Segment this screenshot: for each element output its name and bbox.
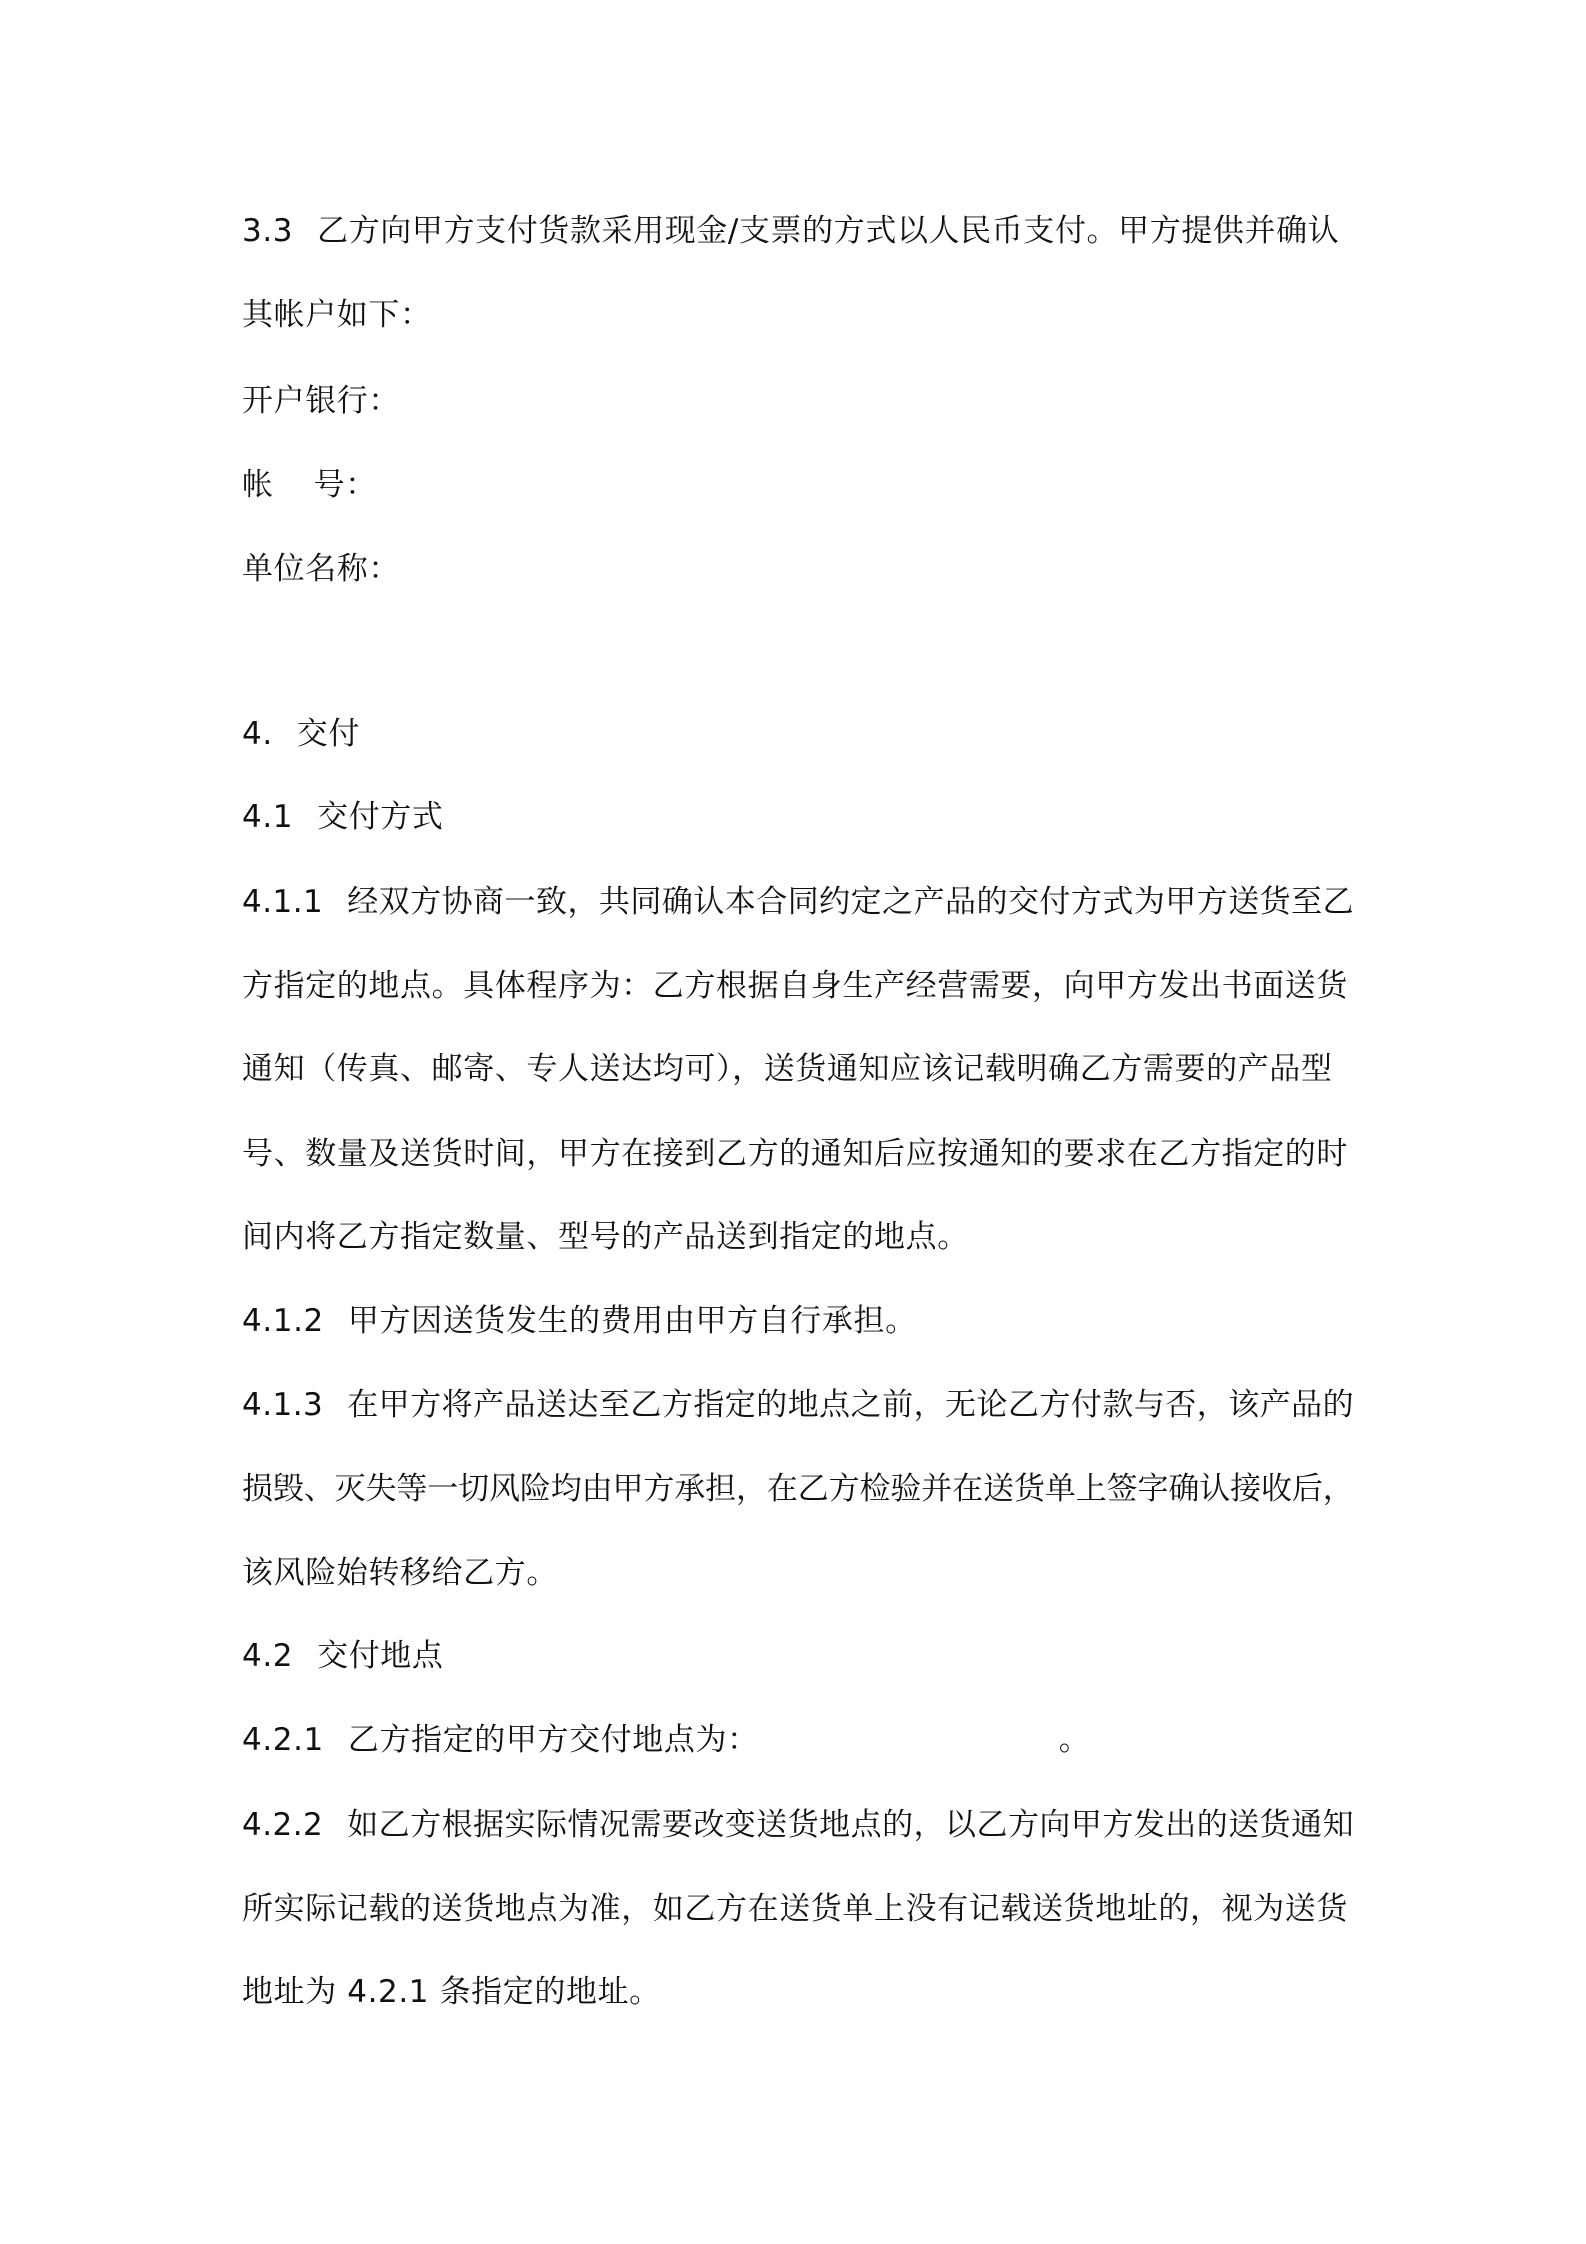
clause-4-1-1-line-4 bbox=[242, 1134, 1348, 1174]
unit-name-field bbox=[242, 549, 400, 589]
clause-text: 通知（传真、邮寄、专人送达均可），送货通知应该记载明确乙方需要的产品型 bbox=[242, 1051, 1333, 1087]
section-number: 4. bbox=[242, 716, 273, 752]
account-number-field bbox=[242, 465, 377, 505]
section-number: 4.1 bbox=[242, 799, 294, 835]
section-4-1-heading bbox=[242, 797, 444, 837]
clause-text: 损毁、灭失等一切风险均由甲方承担，在乙方检验并在送货单上签字确认接收后， bbox=[242, 1471, 1354, 1507]
section-title: 交付 bbox=[296, 716, 360, 752]
clause-text: 所实际记载的送货地点为准，如乙方在送货单上没有记载送货地址的，视为送货 bbox=[242, 1891, 1348, 1927]
clause-4-2-2-line-3 bbox=[242, 1972, 661, 2012]
clause-4-1-3-line-3 bbox=[242, 1553, 558, 1593]
account-number-label-b: 号： bbox=[313, 467, 377, 503]
clause-text: 如乙方根据实际情况需要改变送货地点的，以乙方向甲方发出的送货通知 bbox=[347, 1807, 1355, 1843]
clause-4-1-3-line-2 bbox=[242, 1469, 1354, 1509]
clause-number: 4.2.2 bbox=[242, 1807, 324, 1843]
clause-text: 甲方因送货发生的费用由甲方自行承担。 bbox=[347, 1303, 917, 1339]
clause-4-2-2-line-2 bbox=[242, 1889, 1348, 1929]
bank-label: 开户银行： bbox=[242, 383, 400, 419]
section-number: 4.2 bbox=[242, 1638, 294, 1674]
clause-text: 经双方协商一致，共同确认本合同约定之产品的交付方式为甲方送货至乙 bbox=[347, 884, 1355, 920]
clause-text: 其帐户如下： bbox=[242, 297, 432, 333]
clause-text: 间内将乙方指定数量、型号的产品送到指定的地点。 bbox=[242, 1219, 969, 1255]
account-number-label-a: 帐 bbox=[242, 467, 274, 503]
clause-text: 地址为 4.2.1 条指定的地址。 bbox=[242, 1974, 661, 2010]
section-4-heading bbox=[242, 714, 360, 754]
clause-number: 4.2.1 bbox=[242, 1722, 324, 1758]
clause-text: 该风险始转移给乙方。 bbox=[242, 1555, 558, 1591]
clause-end-punctuation: 。 bbox=[1058, 1722, 1091, 1758]
clause-4-1-1-line-2 bbox=[242, 966, 1348, 1006]
section-title: 交付方式 bbox=[317, 799, 444, 835]
clause-text: 号、数量及送货时间，甲方在接到乙方的通知后应按通知的要求在乙方指定的时 bbox=[242, 1136, 1348, 1172]
clause-4-1-1-line-5 bbox=[242, 1217, 969, 1257]
clause-number: 4.1.3 bbox=[242, 1387, 324, 1423]
section-title: 交付地点 bbox=[317, 1638, 444, 1674]
clause-number: 4.1.2 bbox=[242, 1303, 324, 1339]
clause-text: 方指定的地点。具体程序为：乙方根据自身生产经营需要，向甲方发出书面送货 bbox=[242, 968, 1348, 1004]
clause-4-1-1-line-3 bbox=[242, 1049, 1333, 1089]
clause-4-1-3-line-1 bbox=[242, 1385, 1354, 1425]
clause-number: 4.1.1 bbox=[242, 884, 324, 920]
clause-text: 乙方指定的甲方交付地点为： bbox=[347, 1722, 759, 1758]
bank-field bbox=[242, 381, 400, 421]
clause-text: 乙方向甲方支付货款采用现金/支票的方式以人民币支付。甲方提供并确认 bbox=[317, 213, 1340, 249]
clause-4-2-2-line-1 bbox=[242, 1805, 1354, 1845]
section-4-2-heading bbox=[242, 1636, 444, 1676]
clause-4-2-1-line-1 bbox=[242, 1720, 1090, 1760]
clause-3-3-line-2 bbox=[242, 295, 432, 335]
unit-name-label: 单位名称： bbox=[242, 551, 400, 587]
clause-4-1-1-line-1 bbox=[242, 882, 1354, 922]
clause-text: 在甲方将产品送达至乙方指定的地点之前，无论乙方付款与否，该产品的 bbox=[347, 1387, 1355, 1423]
clause-3-3-line-1 bbox=[242, 211, 1339, 251]
clause-number: 3.3 bbox=[242, 213, 294, 249]
clause-4-1-2-line-1 bbox=[242, 1301, 917, 1341]
